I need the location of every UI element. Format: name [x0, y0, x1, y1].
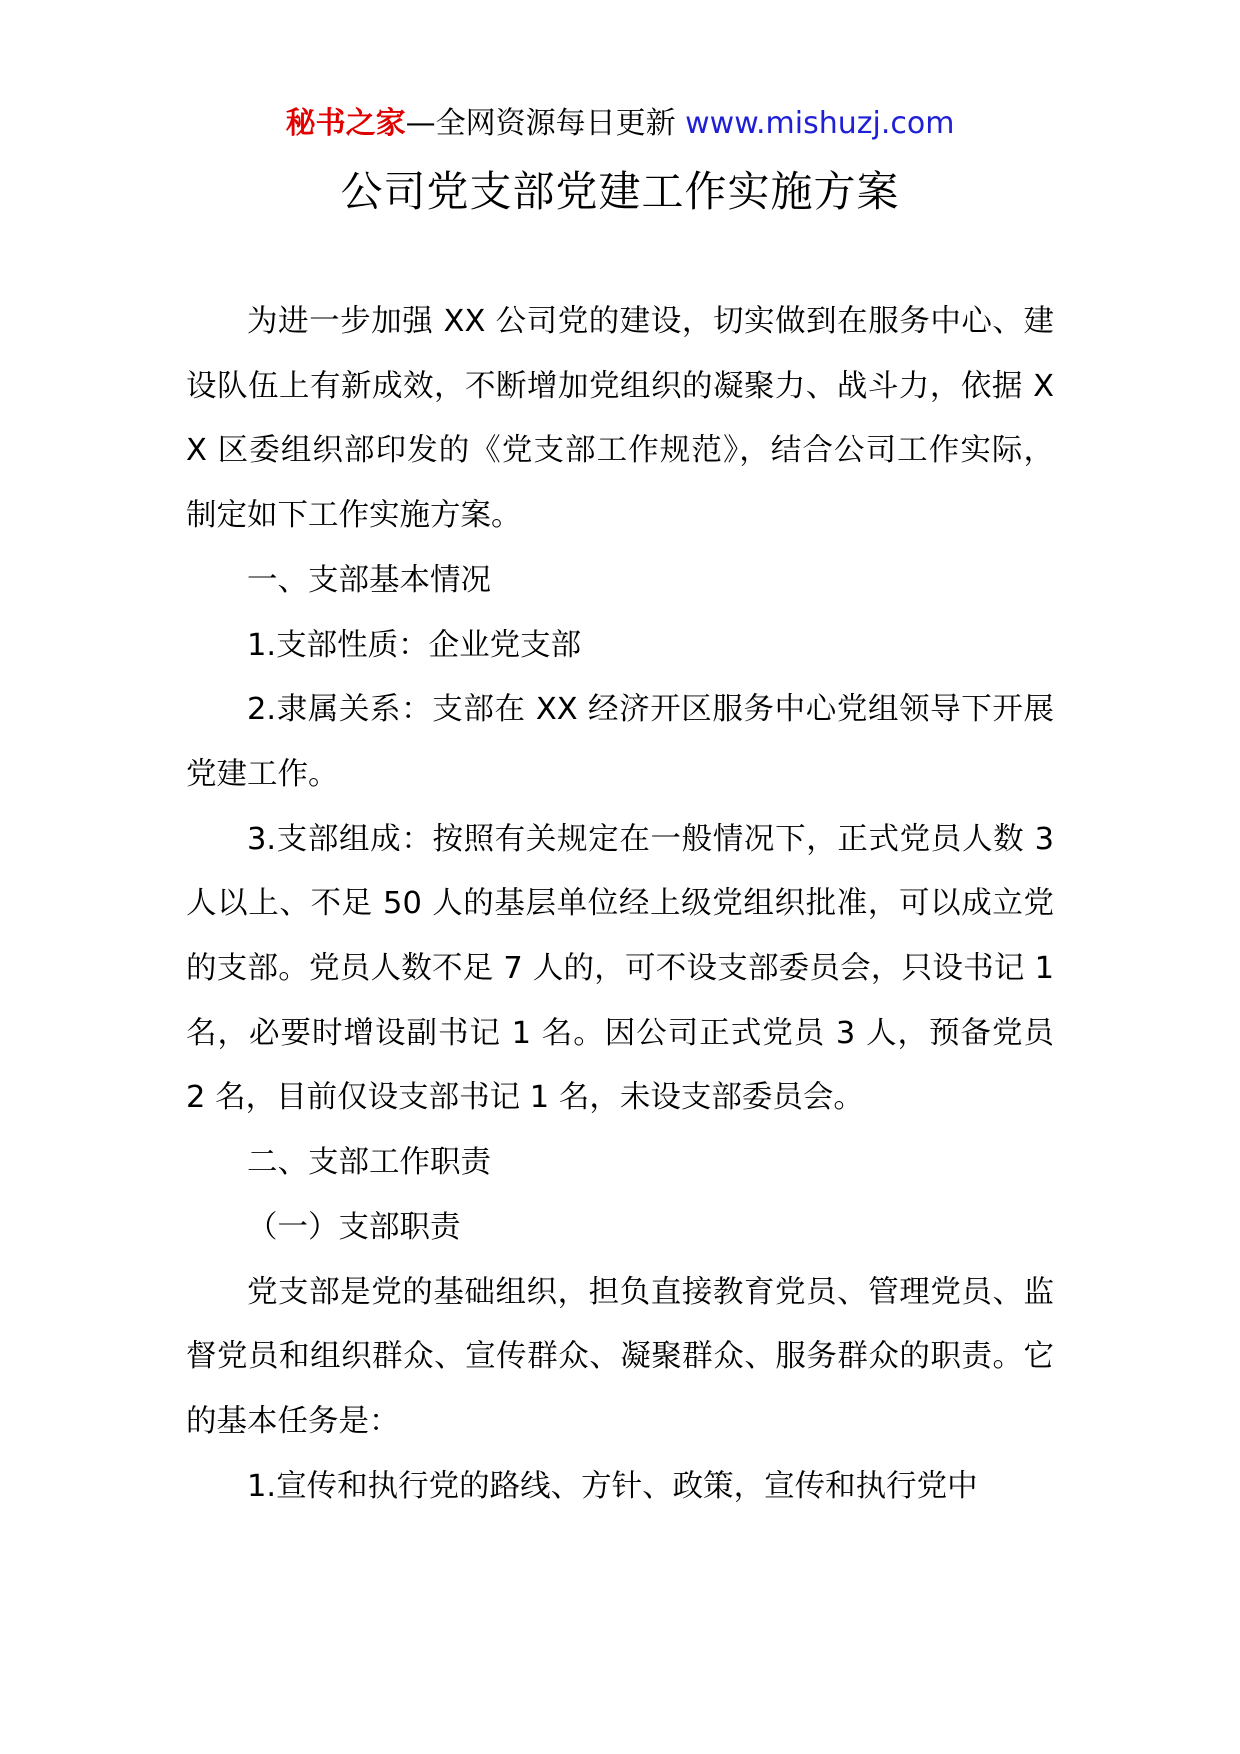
affiliation-item: 2.隶属关系：支部在 XX 经济开区服务中心党组领导下开展党建工作。 [186, 692, 1054, 792]
composition-item: 3.支部组成：按照有关规定在一般情况下，正式党员人数 3 人以上、不足 50 人的基层单位经上级党组织批准，可以成立党的支部。党员人数不足 7 人的，可不设支部委员会，只设书记 1 名，必要时增设副书记 1 名。因公司正式党员 3 人，预备党员 2 名，目前仅设支部书记 1 名，未设支部委员会。 [186, 821, 1054, 1116]
site-url-link[interactable]: www.mishuzj.com [685, 106, 955, 141]
section-heading-2: 二、支部工作职责 [247, 1145, 491, 1181]
document-title: 公司党支部党建工作实施方案 [340, 167, 900, 216]
intro-paragraph: 为进一步加强 XX 公司党的建设，切实做到在服务中心、建设队伍上有新成效，不断增加党组织的凝聚力、战斗力，依据 XX 区委组织部印发的《党支部工作规范》，结合公司工作实际，制定如下工作实施方案。 [186, 304, 1054, 534]
brand-name: 秘书之家 [285, 106, 406, 141]
document-body [186, 290, 1054, 1519]
page-header [0, 104, 1240, 144]
duties-paragraph: 党支部是党的基础组织，担负直接教育党员、管理党员、监督党员和组织群众、宣传群众、凝聚群众、服务群众的职责。它的基本任务是： [186, 1274, 1054, 1439]
task-item-1: 1.宣传和执行党的路线、方针、政策，宣传和执行党中 [247, 1468, 978, 1504]
section-heading-1: 一、支部基本情况 [247, 562, 491, 598]
subsection-heading-1: （一）支部职责 [247, 1209, 461, 1245]
branch-nature-item: 1.支部性质：企业党支部 [247, 627, 582, 663]
header-tagline: —全网资源每日更新 [405, 106, 686, 141]
